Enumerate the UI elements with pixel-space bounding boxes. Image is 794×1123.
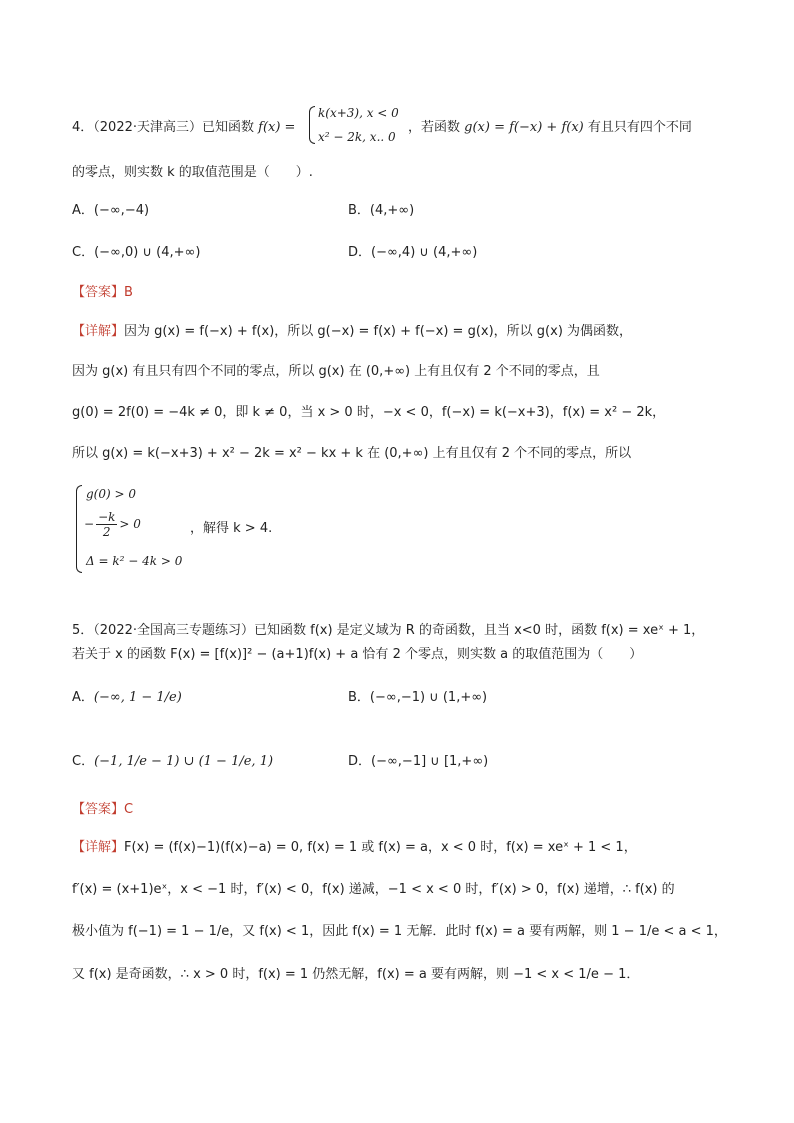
q4-gdef: g(x) = f(−x) + f(x) (464, 120, 584, 135)
q4-system-row1: g(0) > 0 (86, 487, 136, 501)
q5-stem-line2: 若关于 x 的函数 F(x) = [f(x)]² − (a+1)f(x) + a 恰有 2 个零点，则实数 a 的取值范围为（ ） (72, 647, 643, 662)
q4-system-row2-den: 2 (102, 525, 111, 539)
q4-piecewise-brace (309, 106, 315, 144)
q5-detail-line1 (72, 838, 637, 858)
q4-system-row2-fraction (96, 510, 117, 539)
q5-option-a-value: (−∞, 1 − 1/e) (93, 690, 182, 705)
q5-answer-label: 【答案】 (72, 802, 125, 817)
q5-option-a-label: A． (72, 690, 94, 705)
q5-option-a (72, 688, 182, 708)
q5-detail-line4: 又 f(x) 是奇函数，∴ x > 0 时，f(x) = 1 仍然无解，f(x) = a 要有两解，则 −1 < x < 1/e − 1． (72, 967, 640, 982)
q5-option-c (72, 752, 273, 772)
q4-option-b: B．(4,+∞) (348, 203, 415, 218)
q4-answer-value: B (124, 285, 133, 300)
q5-detail-line2: f′(x) = (x+1)eˣ，x < −1 时，f′(x) < 0，f(x) 递减，−1 < x < 0 时，f′(x) > 0，f(x) 递增，∴ f(x) 的 (72, 882, 675, 897)
q4-stem-line2: 的零点，则实数 k 的取值范围是（ ）. (72, 165, 313, 180)
q4-stem-tail (408, 118, 692, 138)
q4-fx-def: f(x) = (258, 120, 296, 135)
q4-case1: k(x+3), x < 0 (318, 106, 399, 120)
q5-stem-line1: 5．（2022·全国高三专题练习）已知函数 f(x) 是定义域为 R 的奇函数，且当 x<0 时，函数 f(x) = xeˣ + 1， (72, 623, 705, 638)
q4-option-a: A．(−∞,−4) (72, 203, 150, 218)
q4-tail: 有且只有四个不同 (587, 120, 692, 135)
q4-answer-label: 【答案】 (72, 285, 125, 300)
q4-option-d: D．(−∞,4) ∪ (4,+∞) (348, 245, 478, 260)
q5-detail-label: 【详解】 (72, 840, 125, 855)
q4-system-result: ，解得 k > 4. (190, 521, 273, 536)
q5-option-c-label: C． (72, 754, 95, 769)
q4-case2: x² − 2k, x.. 0 (318, 130, 396, 144)
q5-option-c-value: (−1, 1/e − 1) ∪ (1 − 1/e, 1) (94, 754, 274, 769)
q4-detail-label: 【详解】 (72, 324, 125, 339)
q4-system-row2-minus: − (84, 517, 95, 531)
q4-system-row2-post: > 0 (119, 517, 141, 531)
q4-answer (72, 283, 133, 303)
q5-option-b: B．(−∞,−1) ∪ (1,+∞) (348, 690, 488, 705)
q4-detail-line2: 因为 g(x) 有且只有四个不同的零点，所以 g(x) 在 (0,+∞) 上有且仅有 2 个不同的零点，且 (72, 364, 600, 379)
q4-detail-line3: g(0) = 2f(0) = −4k ≠ 0，即 k ≠ 0，当 x > 0 时，−x < 0，f(−x) = k(−x+3)，f(x) = x² − 2k， (72, 405, 666, 420)
q5-detail-text1: F(x) = (f(x)−1)(f(x)−a) = 0, f(x) = 1 或 f(x) = a，x < 0 时，f(x) = xeˣ + 1 < 1， (124, 840, 637, 855)
q4-stem-line1 (72, 118, 295, 138)
q4-system-row2-num: −k (98, 510, 116, 524)
q4-prefix: 4．（2022·天津高三）已知函数 (72, 120, 254, 135)
q4-system-brace (76, 485, 82, 573)
q5-option-d: D．(−∞,−1] ∪ [1,+∞) (348, 754, 489, 769)
q4-option-c: C．(−∞,0) ∪ (4,+∞) (72, 245, 201, 260)
q4-detail-text1: 因为 g(x) = f(−x) + f(x)，所以 g(−x) = f(x) + f(−x) = g(x)，所以 g(x) 为偶函数， (124, 324, 633, 339)
q4-system-row3: Δ = k² − 4k > 0 (86, 554, 183, 568)
q5-answer-value: C (124, 802, 134, 817)
q5-detail-line3: 极小值为 f(−1) = 1 − 1/e，又 f(x) < 1，因此 f(x) = 1 无解．此时 f(x) = a 要有两解，则 1 − 1/e < a < 1， (72, 924, 727, 939)
q4-system-row2 (84, 510, 141, 539)
q5-answer (72, 800, 133, 820)
q4-detail-line4: 所以 g(x) = k(−x+3) + x² − 2k = x² − kx + k 在 (0,+∞) 上有且仅有 2 个不同的零点，所以 (72, 446, 632, 461)
q4-mid: ，若函数 (408, 120, 461, 135)
q4-detail-line1 (72, 322, 632, 342)
